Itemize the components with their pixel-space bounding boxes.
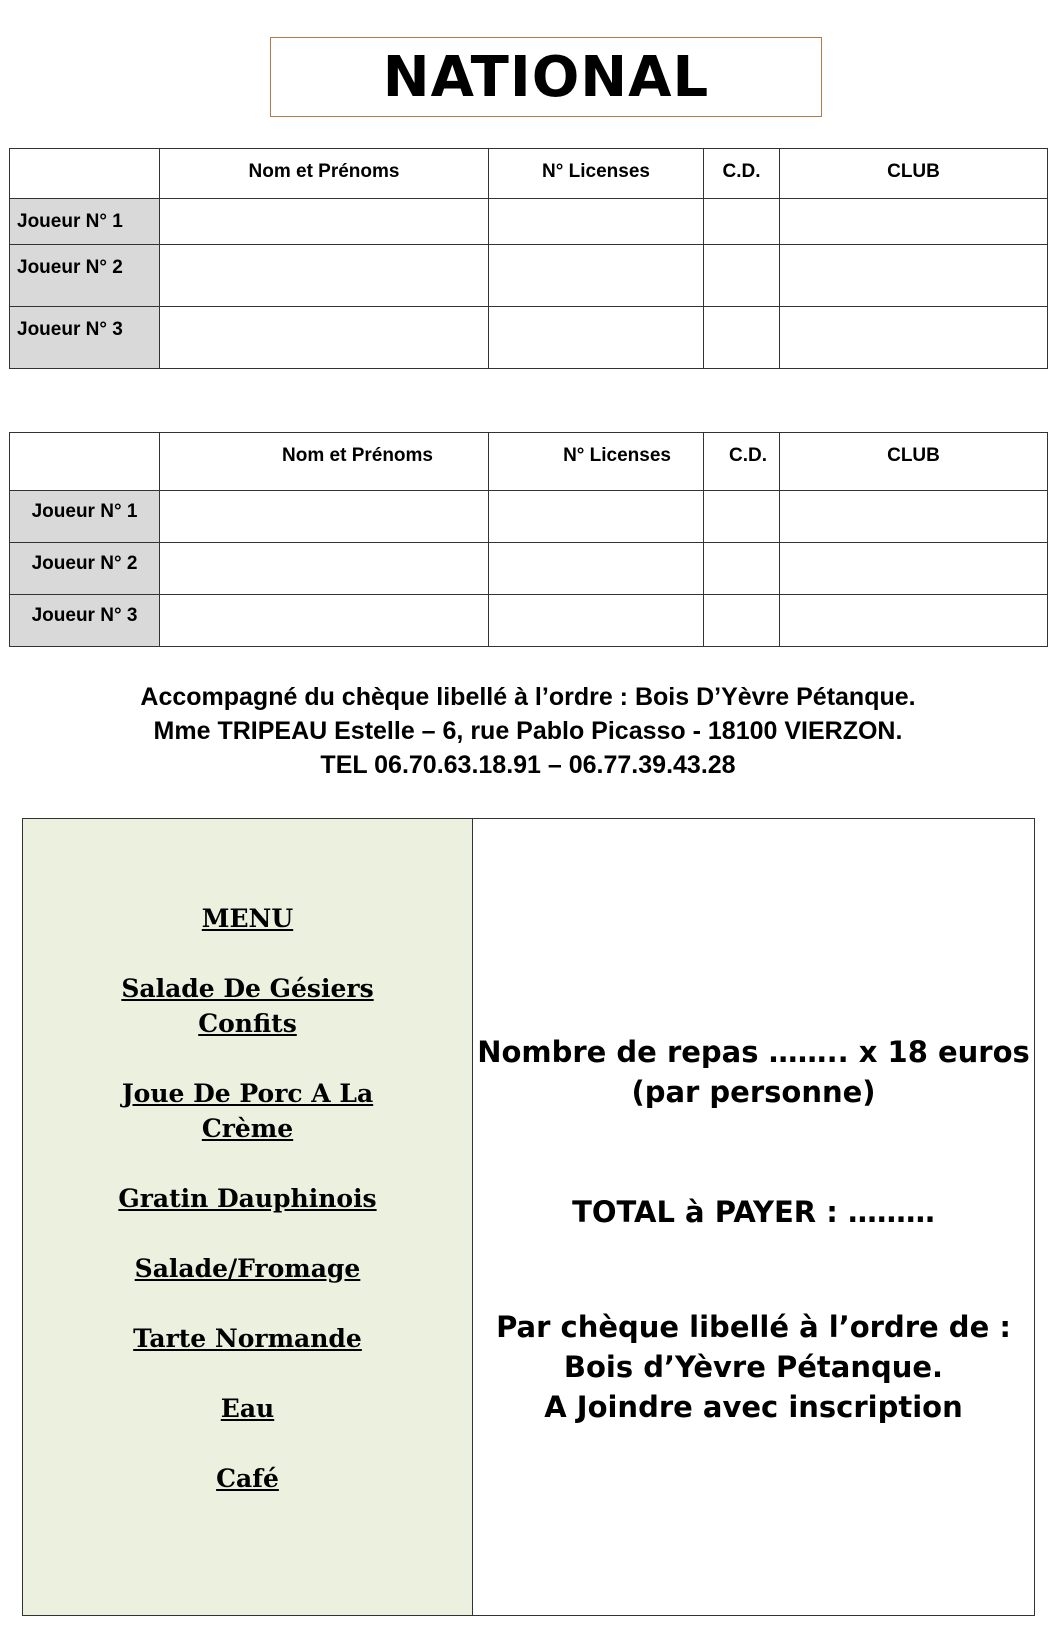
menu-item: Joue De Porc A La [121,1079,374,1108]
header-cd: C.D. [704,149,780,199]
license-cell[interactable] [489,595,704,647]
row-label: Joueur N° 1 [10,199,160,245]
title-box [270,37,822,117]
menu-title: MENU [201,904,294,933]
cheque-line: Par chèque libellé à l’ordre de : [496,1310,1011,1344]
menu-item: Eau [220,1394,275,1423]
row-label: Joueur N° 3 [10,595,160,647]
license-cell[interactable] [489,199,704,245]
table-header-row [10,433,1048,491]
cd-cell[interactable] [704,245,780,307]
meal-count-line: Nombre de repas …….. x 18 euros [477,1035,1030,1069]
per-person-line: (par personne) [631,1075,876,1109]
license-cell[interactable] [489,245,704,307]
club-cell[interactable] [780,307,1048,369]
club-cell[interactable] [780,199,1048,245]
row-label: Joueur N° 1 [10,491,160,543]
club-cell[interactable] [780,543,1048,595]
license-cell[interactable] [489,543,704,595]
cd-cell[interactable] [704,307,780,369]
registration-table-1 [9,148,1048,369]
club-cell[interactable] [780,491,1048,543]
total-line: TOTAL à PAYER : ……… [572,1195,935,1229]
table-row [10,307,1048,369]
nom-cell[interactable] [160,199,489,245]
nom-cell[interactable] [160,595,489,647]
row-label: Joueur N° 2 [10,245,160,307]
table-header-row [10,149,1048,199]
address-block [0,680,1056,782]
club-cell[interactable] [780,595,1048,647]
nom-cell[interactable] [160,307,489,369]
nom-cell[interactable] [160,543,489,595]
menu-panel [23,819,473,1615]
menu-item: Tarte Normande [133,1324,362,1353]
table-row [10,543,1048,595]
cd-cell[interactable] [704,543,780,595]
row-label: Joueur N° 3 [10,307,160,369]
meal-section [22,818,1035,1616]
header-club: CLUB [780,149,1048,199]
phone-line: TEL 06.70.63.18.91 – 06.77.39.43.28 [320,751,736,779]
header-nom-prenoms: Nom et Prénoms [160,149,489,199]
header-licenses: N° Licenses [489,149,704,199]
nom-cell[interactable] [160,245,489,307]
menu-item: Salade/Fromage [134,1254,361,1283]
menu-item: Salade De Gésiers [121,974,374,1003]
cd-cell[interactable] [704,595,780,647]
club-cell[interactable] [780,245,1048,307]
nom-cell[interactable] [160,491,489,543]
row-label: Joueur N° 2 [10,543,160,595]
menu-item: Confits [198,1009,297,1038]
address-line: Mme TRIPEAU Estelle – 6, rue Pablo Picasso - 18100 VIERZON. [153,717,903,745]
license-cell[interactable] [489,491,704,543]
attach-line: A Joindre avec inscription [544,1390,963,1424]
cheque-order-line: Accompagné du chèque libellé à l’ordre : Bois D’Yèvre Pétanque. [140,683,916,711]
header-club: CLUB [780,433,1048,491]
header-nom-prenoms: Nom et Prénoms [160,433,489,491]
menu-item: Gratin Dauphinois [118,1184,377,1213]
payment-panel [473,819,1034,1615]
table-row [10,245,1048,307]
table-row [10,595,1048,647]
menu-item: Crème [201,1114,294,1143]
cheque-payee-line: Bois d’Yèvre Pétanque. [563,1350,944,1384]
table-row [10,491,1048,543]
registration-table-2 [9,432,1048,647]
license-cell[interactable] [489,307,704,369]
header-cd: C.D. [704,433,780,491]
header-licenses: N° Licenses [489,433,704,491]
menu-item: Café [216,1464,279,1493]
header-empty [10,433,160,491]
table-row [10,199,1048,245]
page-title: NATIONAL [382,44,710,110]
cd-cell[interactable] [704,199,780,245]
cd-cell[interactable] [704,491,780,543]
header-empty [10,149,160,199]
